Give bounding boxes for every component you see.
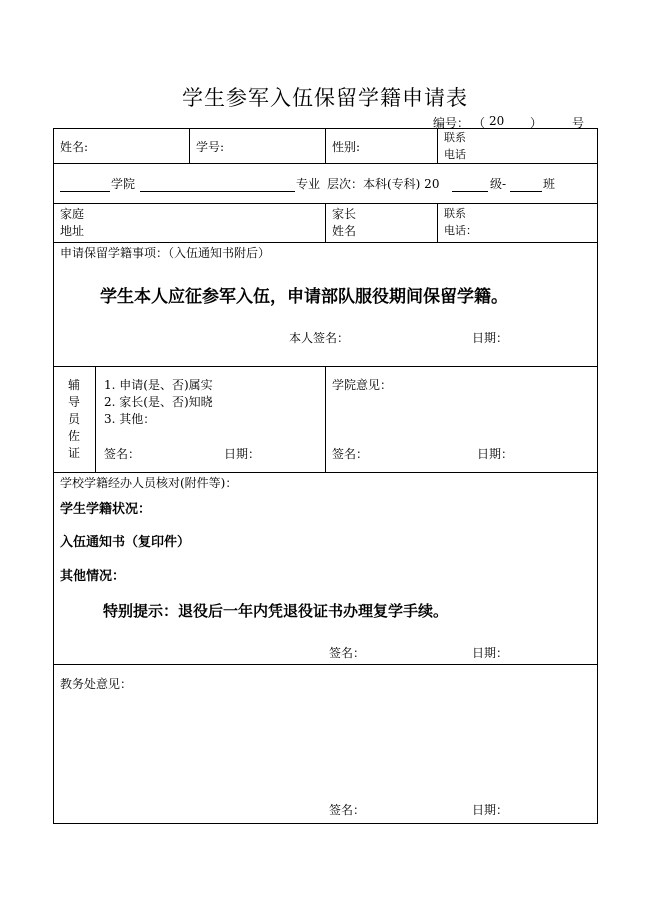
serial-label: 编号：: [433, 116, 470, 130]
parent-name-label[interactable]: 姓名: [332, 224, 357, 238]
counselor-item-2[interactable]: 2. 家长(是、否)知晓: [104, 395, 213, 409]
academic-affairs-label[interactable]: 教务处意见：: [60, 677, 133, 691]
serial-suffix: 号: [572, 116, 585, 130]
registrar-heading: 学校学籍经办人员核对(附件等)：: [60, 476, 238, 490]
notice-label[interactable]: 入伍通知书（复印件）: [60, 535, 191, 550]
counselor-item-1[interactable]: 1. 申请(是、否)属实: [104, 378, 213, 392]
parent-name-label: 家长: [332, 207, 357, 221]
contact-phone-label[interactable]: 电话: [444, 148, 466, 161]
col-divider: [437, 203, 438, 242]
col-divider: [189, 128, 190, 163]
counselor-date[interactable]: 日期：: [224, 447, 261, 461]
academic-date[interactable]: 日期：: [472, 803, 509, 817]
serial-open: （: [473, 116, 486, 130]
special-tip: 特别提示：退役后一年内凭退役证书办理复学手续。: [103, 602, 449, 620]
college-opinion-label[interactable]: 学院意见：: [332, 378, 393, 392]
serial-close: ）: [530, 116, 543, 130]
home-address-label: 家庭: [60, 207, 85, 221]
parent-phone-label: 联系: [444, 207, 466, 220]
applicant-date[interactable]: 日期：: [472, 331, 509, 345]
col-divider: [437, 128, 438, 163]
grade-blank[interactable]: [510, 191, 542, 192]
row-divider: [53, 472, 598, 473]
row-divider: [53, 242, 598, 243]
name-field[interactable]: 姓名:: [60, 140, 89, 154]
gender-field[interactable]: 性别:: [332, 140, 361, 154]
level-label: 层次：本科(专科) 20: [327, 177, 440, 191]
applicant-signature[interactable]: 本人签名：: [289, 331, 350, 345]
other-label[interactable]: 其他情况：: [60, 569, 126, 584]
col-divider: [325, 203, 326, 242]
counselor-item-3[interactable]: 3. 其他：: [104, 412, 156, 426]
counselor-label: 辅导员佐证: [67, 378, 80, 460]
page-title: 学生参军入伍保留学籍申请表: [182, 86, 468, 110]
status-label[interactable]: 学生学籍状况：: [60, 502, 152, 517]
col-divider: [325, 128, 326, 163]
serial-year[interactable]: 20: [489, 114, 505, 128]
major-label: 专业: [296, 177, 321, 191]
counselor-signature[interactable]: 签名：: [104, 447, 141, 461]
registrar-signature[interactable]: 签名：: [329, 646, 366, 660]
row-divider: [53, 163, 598, 164]
row-divider: [53, 664, 598, 665]
college-blank[interactable]: [60, 191, 110, 192]
contact-phone-label: 联系: [444, 131, 466, 144]
college-date[interactable]: 日期：: [477, 447, 514, 461]
academic-signature[interactable]: 签名：: [329, 803, 366, 817]
student-id-field[interactable]: 学号:: [196, 140, 225, 154]
year-blank[interactable]: [452, 191, 488, 192]
application-statement: 学生本人应征参军入伍，申请部队服役期间保留学籍。: [100, 287, 508, 307]
major-blank[interactable]: [140, 191, 295, 192]
college-label: 学院: [111, 177, 136, 191]
home-address-label[interactable]: 地址: [60, 224, 85, 238]
parent-phone-label[interactable]: 电话：: [444, 224, 477, 237]
application-heading: 申请保留学籍事项：（入伍通知书附后）: [60, 246, 271, 260]
registrar-date[interactable]: 日期：: [472, 646, 509, 660]
class-label: 班: [543, 177, 556, 191]
col-divider: [95, 366, 96, 472]
college-signature[interactable]: 签名：: [332, 447, 369, 461]
grade-label: 级-: [490, 177, 507, 191]
col-divider: [325, 366, 326, 472]
